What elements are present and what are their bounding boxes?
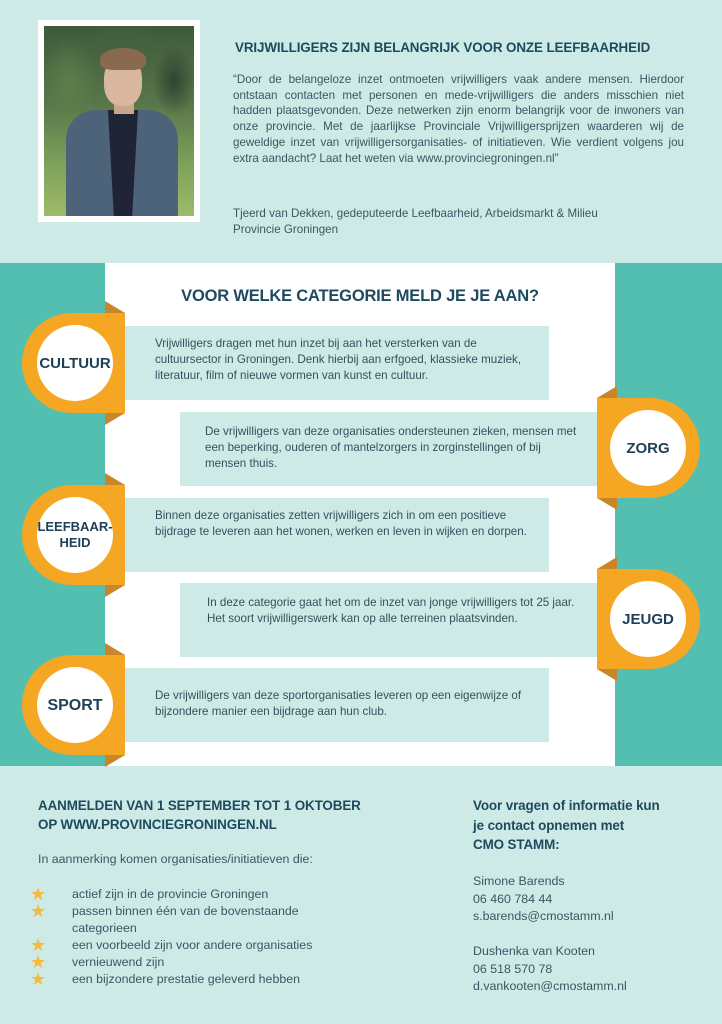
contact-phone[interactable]: 06 518 570 78 <box>473 961 553 976</box>
category-badge-sport <box>0 643 125 768</box>
category-section-title: VOOR WELKE CATEGORIE MELD JE JE AAN? <box>181 287 539 305</box>
star-icon: ★ <box>30 952 47 972</box>
eligibility-criteria-list <box>30 886 360 988</box>
criteria-item: ★ een voorbeeld zijn voor andere organisaties <box>30 935 313 955</box>
category-badge-cultuur <box>0 301 125 426</box>
criteria-item: ★ een bijzondere prestatie geleverd hebben <box>30 969 301 989</box>
criteria-item: ★ actief zijn in de provincie Groningen <box>30 884 269 904</box>
category-description-jeugd: In deze categorie gaat het om de inzet van jonge vrijwilligers tot 25 jaar. Het soort vrijwilligerswerk kan op alle terreinen plaatsvinden. <box>180 583 600 657</box>
criteria-item: ★ passen binnen één van de bovenstaande categorieen <box>30 901 299 935</box>
category-description-leefbaarheid: Binnen deze organisaties zetten vrijwilligers zich in om een positieve bijdrage te leveren aan het wonen, werken en leven in wijken en dorpen. <box>125 498 549 572</box>
signup-website-link[interactable]: OP WWW.PROVINCIEGRONINGEN.NL <box>38 817 277 832</box>
category-description-zorg: De vrijwilligers van deze organisaties ondersteunen zieken, mensen met een beperking, ouderen of mantelzorgers in zorginstellingen of bij mensen thuis. <box>180 412 600 486</box>
star-icon: ★ <box>30 935 47 955</box>
category-label-jeugd: JEUGD <box>610 581 686 657</box>
contact-name: Simone Barends <box>473 874 565 888</box>
criteria-item: ★ vernieuwend zijn <box>30 952 165 972</box>
eligibility-intro: In aanmerking komen organisaties/initiatieven die: <box>38 852 313 866</box>
category-badge-jeugd <box>597 557 722 682</box>
contact-person-2 <box>473 943 713 996</box>
portrait-photo-frame <box>38 20 200 222</box>
category-label-cultuur: CULTUUR <box>37 325 113 401</box>
author-organisation: Provincie Groningen <box>233 222 339 236</box>
category-section <box>0 263 722 766</box>
category-badge-zorg <box>597 386 722 511</box>
category-description-cultuur: Vrijwilligers dragen met hun inzet bij aan het versterken van de cultuursector in Groningen. Denk hierbij aan erfgoed, klassieke muziek, literatuur, film of nieuwe vormen van kunst en cultuur. <box>125 326 549 400</box>
contact-phone[interactable]: 06 460 784 44 <box>473 891 553 906</box>
category-description-sport: De vrijwilligers van deze sportorganisaties leveren op een eigenwijze of bijzondere manier een bijdrage aan hun club. <box>125 668 549 742</box>
contact-email[interactable]: d.vankooten@cmostamm.nl <box>473 979 627 993</box>
author-name-role: Tjeerd van Dekken, gedeputeerde Leefbaarheid, Arbeidsmarkt & Milieu <box>233 207 598 220</box>
star-icon: ★ <box>30 901 47 921</box>
intro-author <box>233 206 693 237</box>
contact-name: Dushenka van Kooten <box>473 944 595 958</box>
star-icon: ★ <box>30 884 47 904</box>
intro-quote: “Door de belangeloze inzet ontmoeten vrijwilligers vaak andere mensen. Hierdoor ontstaan contacten met personen en mede-vrijwilligers die anders misschien niet hadden plaatsgevonden. Deze netwerken zijn enorm belangrijk voor de inwoners van onze provincie. Met de jaarlijkse Provinciale Vrijwilligersprijzen waarderen wij de geweldige inzet van vrijwilligersorganisaties- of initiatieven. Wie verdient volgens jou extra aandacht? Laat het weten via www.provinciegroningen.nl” <box>233 73 684 165</box>
category-badge-leefbaarheid <box>0 473 125 598</box>
contact-person-1 <box>473 873 713 926</box>
category-label-zorg: ZORG <box>610 410 686 486</box>
category-label-leefbaarheid: LEEFBAAR- HEID <box>37 497 113 573</box>
contact-email[interactable]: s.barends@cmostamm.nl <box>473 909 614 923</box>
portrait-photo <box>44 26 194 216</box>
star-icon: ★ <box>30 969 47 989</box>
signup-title: AANMELDEN VAN 1 SEPTEMBER TOT 1 OKTOBER OP WWW.PROVINCIEGRONINGEN.NL <box>38 796 418 834</box>
contact-heading: Voor vragen of informatie kun je contact opnemen met CMO STAMM: <box>473 798 660 852</box>
intro-title: VRIJWILLIGERS ZIJN BELANGRIJK VOOR ONZE LEEFBAARHEID <box>235 40 651 55</box>
category-label-sport: SPORT <box>37 667 113 743</box>
